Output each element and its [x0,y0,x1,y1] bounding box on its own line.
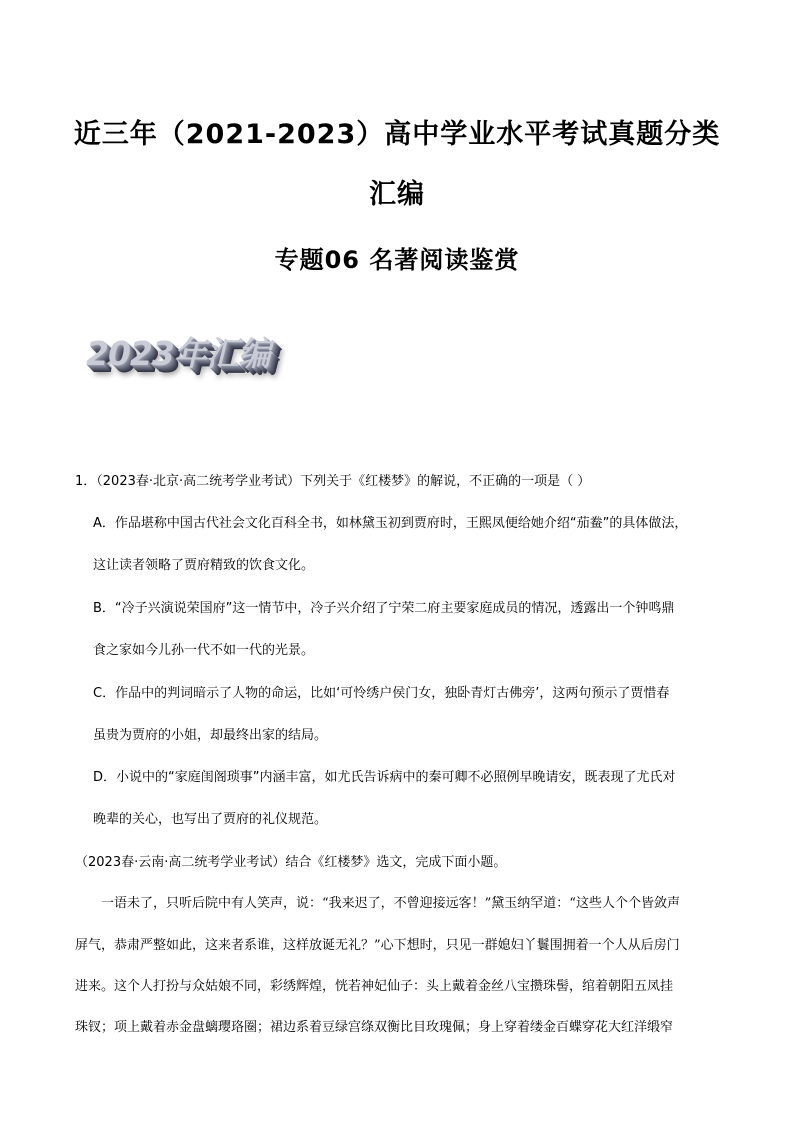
option-c-line-1: C．作品中的判词暗示了人物的命运，比如‘可怜绣户侯门女，独卧青灯古佛旁’，这两句预示了贾惜春 [93,686,670,701]
passage-intro: （2023春·云南·高二统考学业考试）结合《红楼梦》选文，完成下面小题。 [75,855,507,870]
option-c-line-2: 虽贵为贾府的小姐，却最终出家的结局。 [93,728,328,743]
passage-line-4: 珠钗；项上戴着赤金盘螭璎珞圈；裙边系着豆绿宫绦双衡比目玫瑰佩；身上穿着缕金百蝶穿花大红洋缎窄 [75,1020,674,1035]
passage-line-1: 一语未了，只听后院中有人笑声，说：“我来迟了，不曾迎接远客！”黛玉纳罕道：“这些人个个皆敛声 [101,896,680,911]
option-a-line-2: 这让读者领略了贾府精致的饮食文化。 [93,558,315,573]
option-b-line-2: 食之家如今儿孙一代不如一代的光景。 [93,643,315,658]
topic-subtitle: 专题06 名著阅读鉴赏 [274,246,520,274]
section-banner: 2023年汇编 [86,334,270,373]
option-a-line-1: A．作品堪称中国古代社会文化百科全书，如林黛玉初到贾府时，王熙凤便给她介绍“茄鲞”的具体做法， [93,516,688,531]
option-d-line-2: 晚辈的关心，也写出了贾府的礼仪规范。 [93,812,328,827]
document-title-continued: 汇编 [369,179,425,210]
passage-line-3: 进来。这个人打扮与众姑娘不同，彩绣辉煌，恍若神妃仙子：头上戴着金丝八宝攒珠髻，绾着朝阳五凤挂 [75,979,674,994]
option-b-line-1: B．“冷子兴演说荣国府”这一情节中，冷子兴介绍了宁荣二府主要家庭成员的情况，透露出一个钟鸣鼎 [93,601,675,616]
passage-line-2: 屏气，恭肃严整如此，这来者系谁，这样放诞无礼？”心下想时，只见一群媳妇丫鬟围拥着一个人从后房门 [75,938,680,953]
document-title: 近三年（2021-2023）高中学业水平考试真题分类 [73,119,721,150]
question-1-stem: 1．（2023春·北京·高二统考学业考试）下列关于《红楼梦》的解说，不正确的一项是（ ） [75,474,591,489]
option-d-line-1: D．小说中的“家庭闺阁琐事”内涵丰富，如尤氏告诉病中的秦可卿不必照例早晚请安，既表现了尤氏对 [93,770,676,785]
